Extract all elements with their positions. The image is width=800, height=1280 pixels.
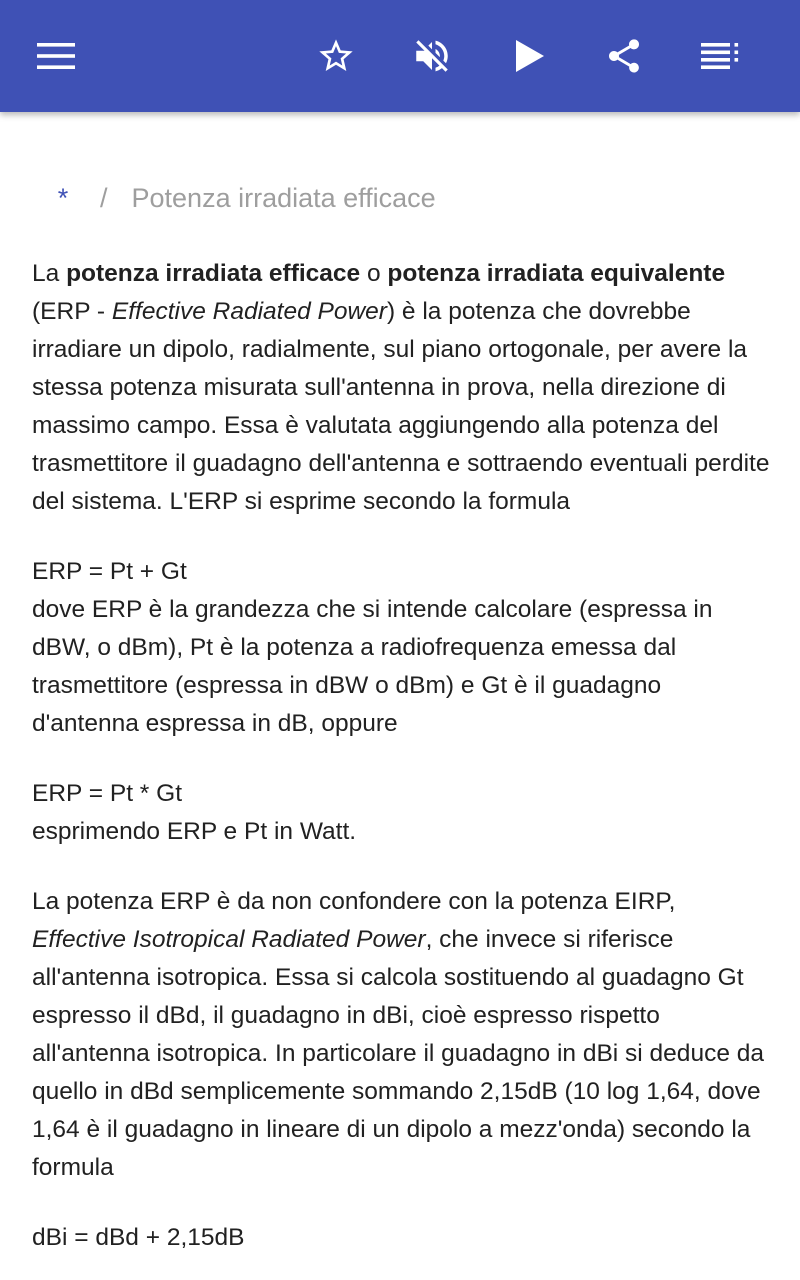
breadcrumb	[54, 178, 436, 218]
table-of-contents-button[interactable]	[692, 28, 748, 84]
hamburger-menu-icon	[37, 43, 75, 69]
share-icon	[604, 35, 644, 77]
formula: dBi = dBd + 2,15dB	[32, 1224, 245, 1251]
text-run: La potenza ERP è da non confondere con la potenza EIRP,	[32, 888, 676, 915]
paragraph-intro	[32, 255, 772, 521]
text-run: ) è la potenza che dovrebbe irradiare un dipolo, radialmente, sul piano ortogonale, per avere la stessa potenza misurata sull'antenna in prova, nella direzione di massimo campo. Essa è valutata aggiungendo alla potenza del trasmettitore il guadagno dell'antenna e sottraendo eventuali perdite del sistema. L'ERP si esprime secondo la formula	[32, 298, 770, 515]
table-of-contents-icon	[701, 43, 739, 69]
formula: ERP = Pt + Gt	[32, 558, 187, 585]
mute-button[interactable]	[404, 28, 460, 84]
article-body	[32, 255, 772, 1280]
breadcrumb-current-page: Potenza irradiata efficace	[131, 182, 436, 213]
breadcrumb-separator: /	[100, 182, 108, 213]
menu-button[interactable]	[28, 28, 84, 84]
favorite-button[interactable]	[308, 28, 364, 84]
share-button[interactable]	[596, 28, 652, 84]
paragraph-formula-sum	[32, 553, 772, 743]
italic-term: Effective Isotropical Radiated Power	[32, 926, 426, 953]
star-outline-icon	[315, 36, 357, 76]
app-toolbar	[0, 0, 800, 112]
play-button[interactable]	[502, 28, 558, 84]
bold-term: potenza irradiata efficace	[66, 260, 361, 287]
text-run: La	[32, 260, 67, 287]
paragraph-formula-product	[32, 775, 772, 851]
text-run: dove ERP è la grandezza che si intende calcolare (espressa in dBW, o dBm), Pt è la potenza a radiofrequenza emessa dal trasmettitore (espressa in dBW o dBm) e Gt è il guadagno d'antenna espressa in dB, oppure	[32, 596, 713, 737]
text-run: esprimendo ERP e Pt in Watt.	[32, 818, 357, 845]
formula: ERP = Pt * Gt	[32, 780, 183, 807]
play-icon	[516, 40, 544, 72]
bold-term: potenza irradiata equivalente	[387, 260, 726, 287]
breadcrumb-home-link[interactable]: *	[57, 182, 69, 213]
text-run: , che invece si riferisce all'antenna isotropica. Essa si calcola sostituendo al guadagno Gt espresso il dBd, il guadagno in dBi, cioè espresso rispetto all'antenna isotropica. In particolare il guadagno in dBi si deduce da quello in dBd semplicemente sommando 2,15dB (10 log 1,64, dove 1,64 è il guadagno in lineare di un dipolo a mezz'onda) secondo la formula	[32, 926, 764, 1181]
paragraph-formula-dbi	[32, 1219, 772, 1257]
article-content	[0, 112, 800, 1280]
text-run: (ERP -	[32, 298, 112, 325]
paragraph-eirp	[32, 883, 772, 1187]
volume-off-icon	[411, 35, 453, 77]
text-run: o	[360, 260, 388, 287]
italic-term: Effective Radiated Power	[111, 298, 387, 325]
